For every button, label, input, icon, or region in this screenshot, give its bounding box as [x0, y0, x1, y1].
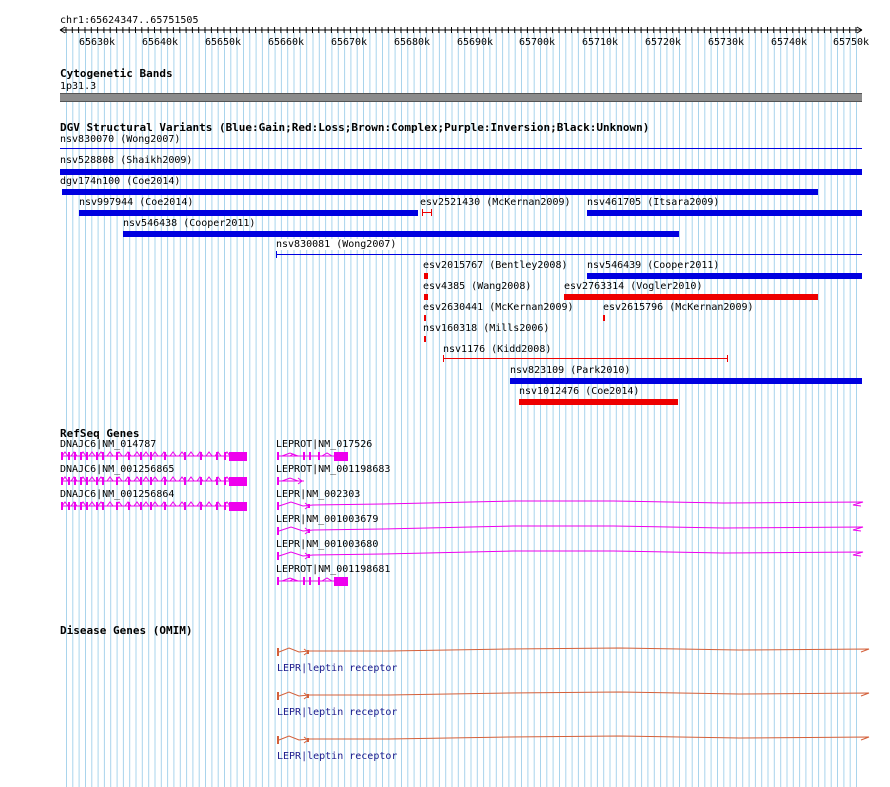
omim-track-title: Disease Genes (OMIM) — [60, 624, 193, 637]
refseq-transcript-model[interactable] — [0, 523, 890, 539]
ruler-tick-label: 65630k — [78, 37, 116, 48]
refseq-transcript-label[interactable]: LEPR|NM_001003680 — [276, 539, 379, 550]
dgv-variant-bar[interactable] — [510, 378, 862, 384]
dgv-variant-label[interactable]: esv2615796 (McKernan2009) — [603, 302, 754, 313]
dgv-variant-bar[interactable] — [422, 212, 431, 213]
ruler — [0, 0, 890, 60]
ruler-tick-label: 65740k — [770, 37, 808, 48]
refseq-transcript-model[interactable] — [0, 448, 890, 464]
refseq-transcript-label[interactable]: DNAJC6|NM_001256865 — [60, 464, 175, 475]
cytoband-bar[interactable] — [60, 93, 862, 102]
omim-gene-model[interactable] — [0, 732, 890, 748]
dgv-variant-label[interactable]: esv2630441 (McKernan2009) — [423, 302, 574, 313]
dgv-variant-bar[interactable] — [60, 169, 862, 175]
dgv-variant-bar[interactable] — [424, 294, 428, 300]
coordinate-label: chr1:65624347..65751505 — [60, 15, 199, 26]
dgv-variant-label[interactable]: esv2763314 (Vogler2010) — [564, 281, 703, 292]
dgv-variant-bar[interactable] — [443, 358, 727, 359]
ruler-tick-label: 65670k — [330, 37, 368, 48]
dgv-variant-bar[interactable] — [424, 315, 426, 321]
dgv-track-title: DGV Structural Variants (Blue:Gain;Red:Loss;Brown:Complex;Purple:Inversion;Black:Unknown) — [60, 121, 650, 134]
dgv-variant-label[interactable]: nsv830070 (Wong2007) — [60, 134, 181, 145]
omim-gene-link[interactable]: LEPR|leptin receptor — [277, 663, 398, 674]
ruler-tick-label: 65710k — [581, 37, 619, 48]
dgv-variant-label[interactable]: nsv160318 (Mills2006) — [423, 323, 550, 334]
dgv-variant-endcap — [276, 251, 277, 258]
dgv-variant-endcap — [443, 355, 444, 362]
cytoband-label: 1p31.3 — [60, 81, 97, 92]
dgv-variant-bar[interactable] — [587, 273, 862, 279]
dgv-variant-label[interactable]: esv4385 (Wang2008) — [423, 281, 532, 292]
dgv-variant-label[interactable]: nsv830081 (Wong2007) — [276, 239, 397, 250]
dgv-variant-label[interactable]: nsv997944 (Coe2014) — [79, 197, 194, 208]
dgv-variant-bar[interactable] — [519, 399, 678, 405]
refseq-transcript-label[interactable]: LEPROT|NM_017526 — [276, 439, 373, 450]
ruler-tick-label: 65660k — [267, 37, 305, 48]
dgv-variant-label[interactable]: esv2015767 (Bentley2008) — [423, 260, 568, 271]
ruler-tick-label: 65730k — [707, 37, 745, 48]
dgv-variant-bar[interactable] — [62, 189, 818, 195]
dgv-variant-label[interactable]: esv2521430 (McKernan2009) — [420, 197, 571, 208]
dgv-variant-label[interactable]: nsv528808 (Shaikh2009) — [60, 155, 193, 166]
dgv-variant-label[interactable]: nsv546438 (Cooper2011) — [123, 218, 256, 229]
ruler-tick-label: 65650k — [204, 37, 242, 48]
refseq-track-title: RefSeq Genes — [60, 427, 140, 440]
refseq-transcript-model[interactable] — [0, 498, 890, 514]
ruler-tick-label: 65700k — [518, 37, 556, 48]
ruler-tick-label: 65690k — [456, 37, 494, 48]
ruler-tick-label: 65750k — [832, 37, 870, 48]
dgv-variant-bar[interactable] — [79, 210, 418, 216]
dgv-variant-bar[interactable] — [276, 254, 862, 255]
refseq-transcript-label[interactable]: LEPROT|NM_001198681 — [276, 564, 391, 575]
dgv-variant-label[interactable]: nsv823109 (Park2010) — [510, 365, 631, 376]
refseq-transcript-label[interactable]: DNAJC6|NM_001256864 — [60, 489, 175, 500]
omim-gene-model[interactable] — [0, 688, 890, 704]
refseq-transcript-model[interactable] — [0, 573, 890, 589]
ruler-tick-label: 65680k — [393, 37, 431, 48]
dgv-variant-label[interactable]: nsv461705 (Itsara2009) — [587, 197, 720, 208]
dgv-variant-label[interactable]: dgv174n100 (Coe2014) — [60, 176, 181, 187]
refseq-transcript-model[interactable] — [0, 473, 890, 489]
dgv-variant-label[interactable]: nsv1012476 (Coe2014) — [519, 386, 640, 397]
refseq-transcript-label[interactable]: DNAJC6|NM_014787 — [60, 439, 157, 450]
ruler-tick-label: 65720k — [644, 37, 682, 48]
dgv-variant-endcap — [422, 209, 423, 216]
refseq-transcript-label[interactable]: LEPR|NM_001003679 — [276, 514, 379, 525]
dgv-variant-bar[interactable] — [564, 294, 818, 300]
dgv-variant-bar[interactable] — [123, 231, 679, 237]
refseq-transcript-label[interactable]: LEPR|NM_002303 — [276, 489, 361, 500]
cytoband-track-title: Cytogenetic Bands — [60, 67, 173, 80]
dgv-variant-bar[interactable] — [424, 336, 426, 342]
omim-gene-link[interactable]: LEPR|leptin receptor — [277, 751, 398, 762]
dgv-variant-bar[interactable] — [60, 148, 862, 149]
dgv-variant-bar[interactable] — [587, 210, 862, 216]
ruler-tick-label: 65640k — [141, 37, 179, 48]
dgv-variant-endcap — [431, 209, 432, 216]
refseq-transcript-label[interactable]: LEPROT|NM_001198683 — [276, 464, 391, 475]
dgv-variant-label[interactable]: nsv1176 (Kidd2008) — [443, 344, 552, 355]
dgv-variant-bar[interactable] — [424, 273, 428, 279]
dgv-variant-label[interactable]: nsv546439 (Cooper2011) — [587, 260, 720, 271]
refseq-transcript-model[interactable] — [0, 548, 890, 564]
dgv-variant-bar[interactable] — [603, 315, 605, 321]
omim-gene-model[interactable] — [0, 644, 890, 660]
omim-gene-link[interactable]: LEPR|leptin receptor — [277, 707, 398, 718]
dgv-variant-endcap — [727, 355, 728, 362]
